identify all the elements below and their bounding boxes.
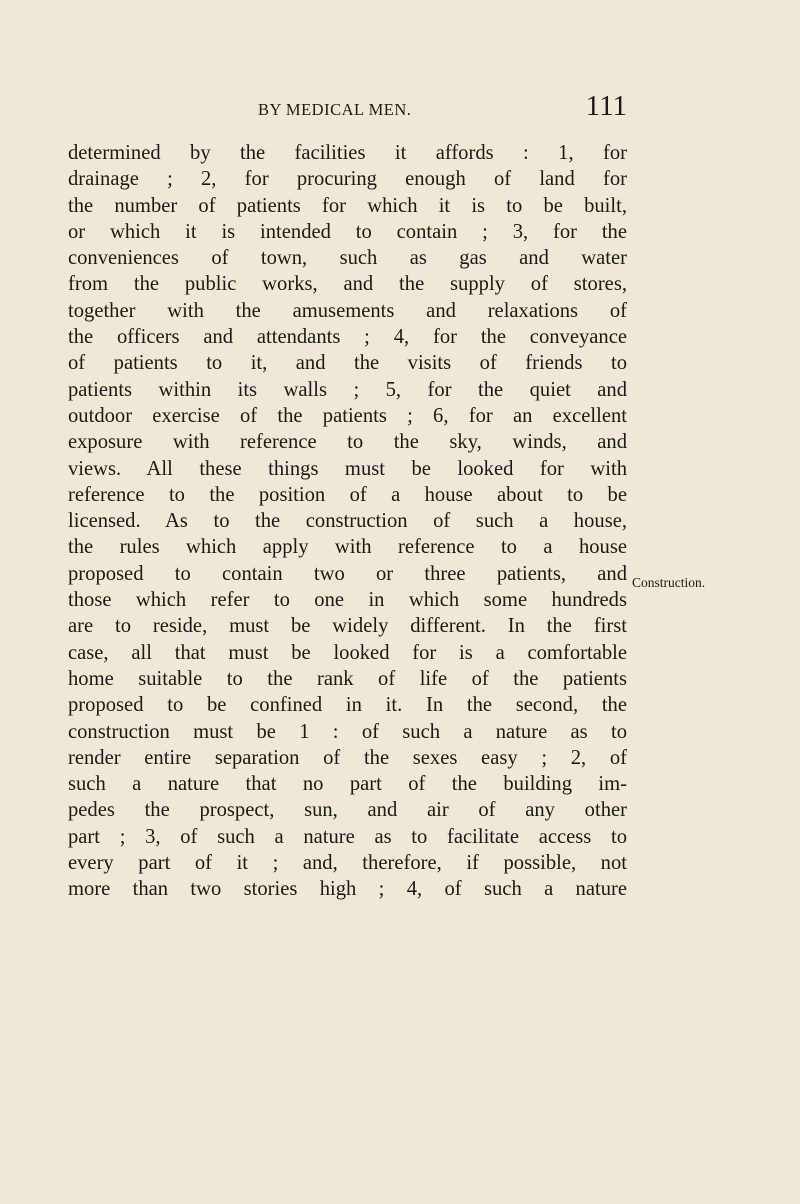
margin-note: Construction. bbox=[632, 575, 706, 590]
running-head bbox=[68, 90, 627, 130]
text-line: home suitable to the rank of life of the patients bbox=[68, 667, 627, 690]
text-line: patients within its walls ; 5, for the quiet and bbox=[68, 378, 627, 401]
text-line: views. All these things must be looked for with bbox=[68, 457, 627, 480]
text-line: such a nature that no part of the building im- bbox=[68, 773, 627, 796]
text-line: the officers and attendants ; 4, for the conveyance bbox=[68, 326, 627, 349]
text-line: from the public works, and the supply of stores, bbox=[68, 273, 627, 296]
text-line: or which it is intended to contain ; 3, for the bbox=[68, 220, 627, 243]
text-line: part ; 3, of such a nature as to facilitate access to bbox=[68, 825, 627, 848]
text-line: case, all that must be looked for is a comfortable bbox=[68, 641, 627, 664]
text-line: drainage ; 2, for procuring enough of land for bbox=[68, 168, 627, 191]
running-title: BY MEDICAL MEN. bbox=[258, 100, 412, 119]
text-line: determined by the facilities it affords : 1, for bbox=[68, 142, 627, 164]
text-line: proposed to be confined in it. In the second, the bbox=[68, 694, 627, 717]
text-line: render entire separation of the sexes easy ; 2, of bbox=[68, 746, 627, 769]
text-line: more than two stories high ; 4, of such a nature bbox=[68, 878, 627, 901]
text-line: pedes the prospect, sun, and air of any other bbox=[68, 799, 627, 822]
text-line: those which refer to one in which some hundreds bbox=[68, 589, 627, 612]
text-line: the rules which apply with reference to a house bbox=[68, 536, 627, 559]
text-line: licensed. As to the construction of such a house, bbox=[68, 510, 627, 533]
text-line: of patients to it, and the visits of friends to bbox=[68, 352, 627, 375]
text-line: every part of it ; and, therefore, if possible, not bbox=[68, 852, 627, 875]
text-line: reference to the position of a house about to be bbox=[68, 483, 627, 506]
text-line: construction must be 1 : of such a nature as to bbox=[68, 720, 627, 743]
page-number: 111 bbox=[585, 90, 627, 122]
text-line: are to reside, must be widely different. In the first bbox=[68, 615, 627, 638]
text-line: conveniences of town, such as gas and water bbox=[68, 247, 627, 270]
text-line: proposed to contain two or three patients, and bbox=[68, 562, 627, 585]
body-text bbox=[68, 140, 627, 903]
text-line: exposure with reference to the sky, winds, and bbox=[68, 431, 627, 454]
text-line: outdoor exercise of the patients ; 6, for an excellent bbox=[68, 404, 627, 427]
text-line: together with the amusements and relaxations of bbox=[68, 299, 627, 322]
text-line: the number of patients for which it is to be built, bbox=[68, 194, 627, 217]
